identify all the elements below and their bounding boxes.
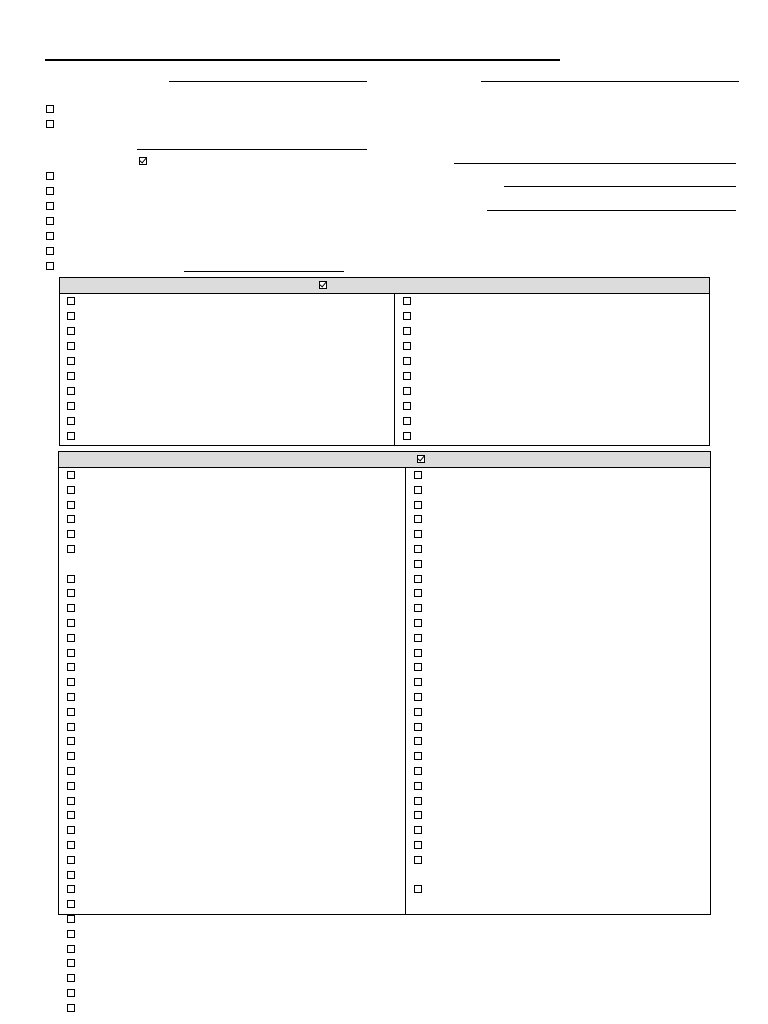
list-item-checkbox[interactable] [67,402,75,410]
list-item-checkbox[interactable] [414,471,422,479]
list-item-checkbox[interactable] [67,312,75,320]
option-checkbox[interactable] [46,247,54,255]
list-item-checkbox[interactable] [67,327,75,335]
list-item-checkbox[interactable] [414,693,422,701]
list-item-checkbox[interactable] [414,604,422,612]
list-item-checkbox[interactable] [67,471,75,479]
list-item-checkbox[interactable] [67,417,75,425]
panel-a-header [60,278,709,294]
list-item-checkbox[interactable] [414,841,422,849]
list-item-checkbox[interactable] [67,797,75,805]
list-item-checkbox[interactable] [67,619,75,627]
list-item-checkbox[interactable] [67,575,75,583]
list-item-checkbox[interactable] [67,649,75,657]
list-item-checkbox[interactable] [67,589,75,597]
list-item-checkbox[interactable] [67,342,75,350]
field-line-6[interactable] [487,210,736,211]
list-item-checkbox[interactable] [414,515,422,523]
list-item-checkbox[interactable] [414,663,422,671]
list-item-checkbox[interactable] [403,327,411,335]
list-item-checkbox[interactable] [67,387,75,395]
option-checkbox[interactable] [46,232,54,240]
list-item-checkbox[interactable] [414,811,422,819]
list-item-checkbox[interactable] [414,708,422,716]
list-item-checkbox[interactable] [414,782,422,790]
list-item-checkbox[interactable] [67,545,75,553]
list-item-checkbox[interactable] [403,297,411,305]
list-item-checkbox[interactable] [67,885,75,893]
list-item-checkbox[interactable] [67,737,75,745]
field-line-1[interactable] [169,81,367,82]
list-item-checkbox[interactable] [67,856,75,864]
panel-a-header-checkbox[interactable] [319,281,327,289]
list-item-checkbox[interactable] [414,545,422,553]
panel-b [58,451,711,915]
list-item-checkbox[interactable] [67,1004,75,1012]
list-item-checkbox[interactable] [67,841,75,849]
list-item-checkbox[interactable] [67,693,75,701]
list-item-checkbox[interactable] [403,417,411,425]
list-item-checkbox[interactable] [403,432,411,440]
list-item-checkbox[interactable] [414,501,422,509]
list-item-checkbox[interactable] [403,402,411,410]
panel-a-column-divider [394,293,395,445]
list-item-checkbox[interactable] [414,826,422,834]
list-item-checkbox[interactable] [414,885,422,893]
list-item-checkbox[interactable] [414,575,422,583]
list-item-checkbox[interactable] [67,811,75,819]
list-item-checkbox[interactable] [67,723,75,731]
list-item-checkbox[interactable] [67,604,75,612]
panel-b-column-divider [405,467,406,914]
list-item-checkbox[interactable] [414,856,422,864]
title-underline [45,59,560,61]
list-item-checkbox[interactable] [67,708,75,716]
list-item-checkbox[interactable] [414,723,422,731]
list-item-checkbox[interactable] [403,312,411,320]
list-item-checkbox[interactable] [67,501,75,509]
list-item-checkbox[interactable] [67,959,75,967]
list-item-checkbox[interactable] [67,930,75,938]
option-checkbox[interactable] [46,217,54,225]
list-item-checkbox[interactable] [67,915,75,923]
list-item-checkbox[interactable] [67,752,75,760]
list-item-checkbox[interactable] [414,737,422,745]
list-item-checkbox[interactable] [414,649,422,657]
list-item-checkbox[interactable] [414,634,422,642]
panel-a [59,277,710,446]
panel-b-header [59,452,710,468]
list-item-checkbox[interactable] [414,530,422,538]
list-item-checkbox[interactable] [67,634,75,642]
list-item-checkbox[interactable] [67,432,75,440]
header-checkbox[interactable] [46,105,54,113]
list-item-checkbox[interactable] [67,989,75,997]
option-checkbox[interactable] [46,202,54,210]
list-item-checkbox[interactable] [67,357,75,365]
list-item-checkbox[interactable] [67,767,75,775]
list-item-checkbox[interactable] [414,678,422,686]
list-item-checkbox[interactable] [414,767,422,775]
list-item-checkbox[interactable] [67,663,75,671]
list-item-checkbox[interactable] [67,974,75,982]
list-item-checkbox[interactable] [67,678,75,686]
list-item-checkbox[interactable] [403,357,411,365]
list-item-checkbox[interactable] [67,530,75,538]
list-item-checkbox[interactable] [403,372,411,380]
field-line-5[interactable] [504,186,736,187]
list-item-checkbox[interactable] [403,387,411,395]
field-line-4[interactable] [454,163,736,164]
list-item-checkbox[interactable] [67,372,75,380]
field-line-3[interactable] [137,149,367,150]
option-checkbox[interactable] [46,262,54,270]
list-item-checkbox[interactable] [67,871,75,879]
list-item-checkbox[interactable] [414,797,422,805]
list-item-checkbox[interactable] [414,589,422,597]
list-item-checkbox[interactable] [403,342,411,350]
list-item-checkbox[interactable] [67,515,75,523]
list-item-checkbox[interactable] [414,619,422,627]
option-checkbox[interactable] [46,187,54,195]
list-item-checkbox[interactable] [67,945,75,953]
list-item-checkbox[interactable] [414,486,422,494]
list-item-checkbox[interactable] [414,560,422,568]
list-item-checkbox[interactable] [414,752,422,760]
checkbox-main-option[interactable] [139,157,147,165]
list-item-checkbox[interactable] [67,826,75,834]
list-item-checkbox[interactable] [67,900,75,908]
list-item-checkbox[interactable] [67,297,75,305]
field-line-2[interactable] [481,81,739,82]
list-item-checkbox[interactable] [67,486,75,494]
panel-b-header-checkbox[interactable] [417,455,425,463]
header-checkbox[interactable] [46,120,54,128]
list-item-checkbox[interactable] [67,782,75,790]
field-line-7[interactable] [184,271,344,272]
option-checkbox[interactable] [46,172,54,180]
